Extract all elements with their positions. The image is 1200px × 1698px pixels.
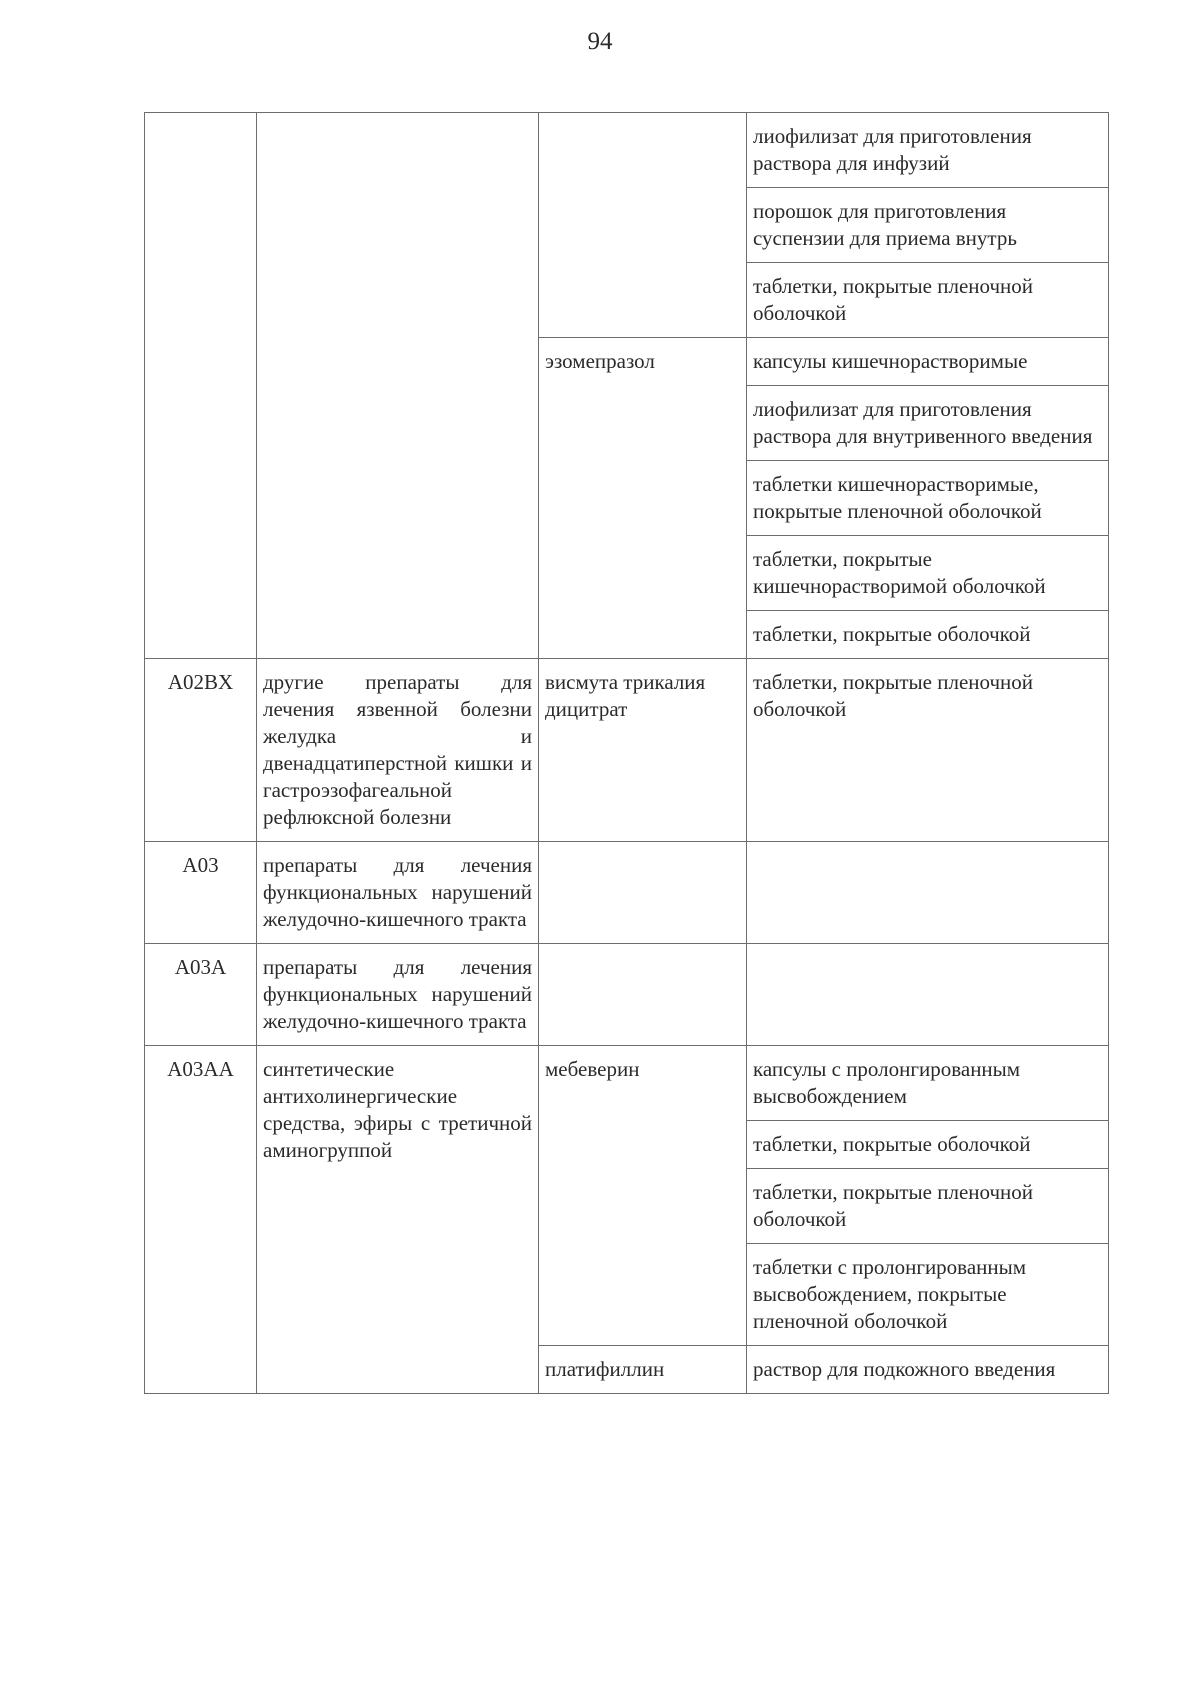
inn-cell: эзомепразол bbox=[539, 338, 747, 659]
dosage-form-cell bbox=[747, 944, 1109, 1046]
dosage-form-cell: таблетки кишечнорастворимые, покрытые пленочной оболочкой bbox=[747, 461, 1109, 536]
table-row bbox=[145, 842, 1109, 944]
dosage-form-cell: раствор для подкожного введения bbox=[747, 1346, 1109, 1394]
code-cell: A03AA bbox=[145, 1046, 257, 1394]
table-row bbox=[145, 944, 1109, 1046]
dosage-form-cell: таблетки, покрытые пленочной оболочкой bbox=[747, 659, 1109, 842]
code-cell: A02BX bbox=[145, 659, 257, 842]
inn-cell bbox=[539, 113, 747, 338]
dosage-form-cell: таблетки, покрытые кишечнорастворимой оболочкой bbox=[747, 536, 1109, 611]
group-cell: препараты для лечения функциональных нарушений желудочно-кишечного тракта bbox=[257, 944, 539, 1046]
code-cell bbox=[145, 113, 257, 659]
group-cell: синтетические антихолинергические средства, эфиры с третичной аминогруппой bbox=[257, 1046, 539, 1394]
group-cell: другие препараты для лечения язвенной болезни желудка и двенадцатиперстной кишки и гастроэзофагеальной рефлюксной болезни bbox=[257, 659, 539, 842]
dosage-form-cell: капсулы кишечнорастворимые bbox=[747, 338, 1109, 386]
inn-cell bbox=[539, 944, 747, 1046]
dosage-form-cell: лиофилизат для приготовления раствора для инфузий bbox=[747, 113, 1109, 188]
inn-cell: платифиллин bbox=[539, 1346, 747, 1394]
table-row bbox=[145, 113, 1109, 188]
dosage-form-cell: лиофилизат для приготовления раствора для внутривенного введения bbox=[747, 386, 1109, 461]
dosage-form-cell: капсулы с пролонгированным высвобождением bbox=[747, 1046, 1109, 1121]
page-number: 94 bbox=[587, 28, 613, 55]
dosage-form-cell: таблетки, покрытые пленочной оболочкой bbox=[747, 1169, 1109, 1244]
dosage-form-cell: таблетки, покрытые пленочной оболочкой bbox=[747, 263, 1109, 338]
table-row bbox=[145, 1046, 1109, 1121]
inn-cell bbox=[539, 842, 747, 944]
dosage-form-cell: таблетки, покрытые оболочкой bbox=[747, 611, 1109, 659]
group-cell: препараты для лечения функциональных нарушений желудочно-кишечного тракта bbox=[257, 842, 539, 944]
dosage-form-cell: порошок для приготовления суспензии для приема внутрь bbox=[747, 188, 1109, 263]
dosage-form-cell: таблетки, покрытые оболочкой bbox=[747, 1121, 1109, 1169]
code-cell: A03A bbox=[145, 944, 257, 1046]
code-cell: A03 bbox=[145, 842, 257, 944]
table-row bbox=[145, 659, 1109, 842]
group-cell bbox=[257, 113, 539, 659]
inn-cell: мебеверин bbox=[539, 1046, 747, 1346]
dosage-form-cell: таблетки с пролонгированным высвобождением, покрытые пленочной оболочкой bbox=[747, 1244, 1109, 1346]
dosage-form-cell bbox=[747, 842, 1109, 944]
inn-cell: висмута трикалия дицитрат bbox=[539, 659, 747, 842]
drug-table bbox=[144, 112, 1109, 1394]
